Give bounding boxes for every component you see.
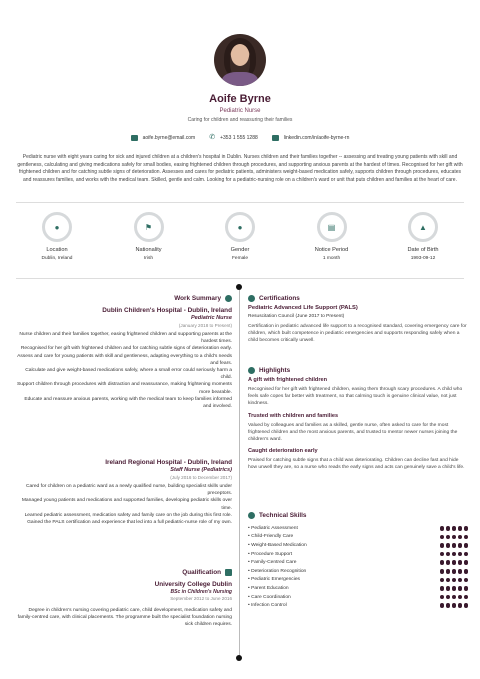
rating-dot — [452, 603, 457, 608]
rating-dot — [452, 552, 457, 557]
skill-name: • Family-Centred Care — [248, 560, 296, 565]
skills-list — [248, 524, 468, 610]
qualification-section — [16, 569, 232, 629]
rating-dot — [458, 603, 463, 608]
rating-dot — [464, 603, 469, 608]
rating-dot — [464, 535, 469, 540]
skill-row — [248, 576, 468, 585]
divider — [16, 202, 464, 203]
rating-dot — [452, 569, 457, 574]
job-role: Staff Nurse (Pediatrics) — [170, 467, 232, 473]
rating-dot — [452, 586, 457, 591]
skill-rating — [440, 560, 469, 565]
rating-dot — [458, 595, 463, 600]
location-icon: ● — [42, 212, 72, 242]
gender-icon: ● — [225, 212, 255, 242]
divider — [16, 278, 464, 279]
rating-dot — [452, 578, 457, 583]
rating-dot — [452, 535, 457, 540]
star-icon — [248, 367, 255, 374]
highlight-text: Recognised for her gift with frightened children, easing them through scary procedures. A child who feels safe copes far better with treatment, so that calming touch is genuine clinical value, not just kindness. — [248, 387, 463, 407]
skill-row — [248, 533, 468, 542]
skill-row — [248, 558, 468, 567]
highlights-title: Highlights — [248, 367, 468, 374]
skill-name: • Infection Control — [248, 603, 287, 608]
timeline-dot — [236, 284, 242, 290]
highlight-title: Caught deterioration early — [248, 448, 318, 455]
rating-dot — [446, 586, 451, 591]
rating-dot — [446, 526, 451, 531]
lightbulb-icon — [248, 512, 255, 519]
skill-name: • Care Coordination — [248, 595, 291, 600]
work-summary-section — [16, 295, 232, 410]
job-bullets: Cared for children on a pediatric ward as a newly qualified nurse, building specialist skills under preceptors. Managed young patients and medications and supported families, developing pediatric skills over time. Learned pediatric assessment, medication safety and family care on the job during this first role. Gained the PALS certification and experience that led into a full pediatric-nurse role of my own. — [21, 484, 232, 526]
mail-icon — [131, 135, 138, 141]
linkedin-icon — [272, 135, 279, 141]
rating-dot — [446, 578, 451, 583]
rating-dot — [446, 595, 451, 600]
work-summary-title: Work Summary — [16, 295, 232, 302]
rating-dot — [440, 560, 445, 565]
job-role: Pediatric Nurse — [190, 315, 232, 321]
rating-dot — [446, 535, 451, 540]
flag-icon: ⚑ — [134, 212, 164, 242]
personal-facts — [26, 212, 454, 261]
rating-dot — [440, 535, 445, 540]
rating-dot — [440, 603, 445, 608]
rating-dot — [464, 578, 469, 583]
certification-name: Pediatric Advanced Life Support (PALS) — [248, 305, 358, 311]
job-entry — [16, 459, 232, 526]
fact-nationality: ⚑ Nationality Irish — [118, 212, 180, 261]
certification-text: Certification in pediatric advanced life support to a recognised standard, covering emergency care for children, which built competence in pediatric emergencies and supports responding safely when a child becomes critically unwell. — [248, 324, 467, 344]
skill-name: • Parent Education — [248, 586, 289, 591]
certifications-title: Certifications — [248, 295, 468, 302]
timeline-dot — [236, 655, 242, 661]
skill-row — [248, 524, 468, 533]
check-icon — [225, 295, 232, 302]
skill-name: • Child-Friendly Care — [248, 534, 293, 539]
rating-dot — [440, 569, 445, 574]
rating-dot — [440, 578, 445, 583]
skill-row — [248, 567, 468, 576]
rating-dot — [458, 552, 463, 557]
rating-dot — [440, 595, 445, 600]
graduation-cap-icon — [225, 569, 232, 576]
skill-name: • Deterioration Recognition — [248, 569, 306, 574]
degree-name: BSc in Children's Nursing — [170, 589, 232, 595]
skill-rating — [440, 586, 469, 591]
qualification-title: Qualification — [16, 569, 232, 576]
highlights-section — [248, 367, 468, 472]
fact-gender: ● Gender Female — [209, 212, 271, 261]
rating-dot — [446, 552, 451, 557]
fact-notice-period: ▤ Notice Period 1 month — [301, 212, 363, 261]
skill-rating — [440, 543, 469, 548]
rating-dot — [458, 569, 463, 574]
candidate-role: Pediatric Nurse — [219, 108, 261, 114]
highlight-text: Praised for catching subtle signs that a child was deteriorating. Children can decline fast and hide how unwell they are, so a nurse who reads the early signs and acts can genuinely save a child's life. — [248, 458, 465, 471]
phone-icon: ✆ — [209, 134, 216, 141]
certifications-section — [248, 295, 468, 345]
rating-dot — [440, 552, 445, 557]
rating-dot — [464, 526, 469, 531]
fact-location: ● Location Dublin, Ireland — [26, 212, 88, 261]
technical-skills-title: Technical Skills — [248, 512, 468, 519]
rating-dot — [458, 586, 463, 591]
skill-row — [248, 584, 468, 593]
calendar-icon: ▤ — [317, 212, 347, 242]
rating-dot — [446, 603, 451, 608]
technical-skills-section — [248, 512, 468, 610]
job-employer: Ireland Regional Hospital - Dublin, Ireland — [105, 459, 232, 466]
rating-dot — [446, 569, 451, 574]
qualification-text: Degree in children's nursing covering pediatric care, child development, medication safety and family-centred care, with clinical placements. The programme built the specialist foundation nursing sick children requires. — [17, 608, 232, 628]
rating-dot — [440, 543, 445, 548]
skill-rating — [440, 552, 469, 557]
candidate-tagline: Caring for children and reassuring their families — [187, 117, 293, 123]
cake-icon: ▲ — [408, 212, 438, 242]
highlight-text: Valued by colleagues and families as a skilled, gentle nurse, often asked to care for the most frightened children and the most anxious parents, and trusted to mentor newer nurses joining the children's ward. — [248, 422, 458, 443]
contact-phone[interactable]: ✆ +353 1 555 1288 — [209, 134, 258, 141]
skill-name: • Procedure Support — [248, 552, 292, 557]
skill-rating — [440, 578, 469, 583]
skill-name: • Weight-Based Medication — [248, 543, 307, 548]
avatar — [214, 34, 266, 86]
skill-name: • Pediatric Emergencies — [248, 577, 300, 582]
skill-row — [248, 601, 468, 610]
contact-email[interactable]: aoife.byrne@email.com — [131, 135, 196, 141]
skill-row — [248, 541, 468, 550]
candidate-name: Aoife Byrne — [209, 93, 271, 105]
skill-rating — [440, 526, 469, 531]
rating-dot — [464, 595, 469, 600]
rating-dot — [440, 586, 445, 591]
qualification-dates: September 2012 to June 2016 — [170, 596, 232, 601]
rating-dot — [452, 543, 457, 548]
rating-dot — [464, 552, 469, 557]
job-bullets: Nurse children and their families together, easing frightened children and supporting parents at the hardest times. Recognised for her gift with frightened children and for catching subtle signs of deterioration early. Assess and care for young patients with skill and gentleness, adapting everything to a child's needs and fears. Calculate and give weight-based medications safely, where a small error could seriously harm a child. Support children through procedures with distraction and reassurance, making frightening moments more bearable. Educate and reassure anxious parents, working with the medical team to keep families informed and involved. — [16, 332, 232, 410]
rating-dot — [464, 543, 469, 548]
profile-summary: Pediatric nurse with eight years caring for sick and injured children at a children's hospital in Dublin. Nurses children and their families together -- assessing and treating young patients with skill and gentleness, calculating and giving medications safely for small bodies, easing frightened children through procedures, and supporting anxious parents at the hardest of times. Recognised for her gift with frightened children and for catching subtle signs of deterioration. Assesses and cares for pediatric patients, administers weight-based medication safely, supports children through procedures, educates and reassures families, and works with the medical team. Skilled, gentle and calm. Looking for a pediatric-nursing role on a children's ward or unit that puts children and families at the heart of care. — [17, 154, 463, 183]
job-employer: Dublin Children's Hospital - Dublin, Ireland — [102, 307, 232, 314]
rating-dot — [446, 543, 451, 548]
skill-row — [248, 550, 468, 559]
rating-dot — [452, 526, 457, 531]
skill-rating — [440, 603, 469, 608]
rating-dot — [458, 578, 463, 583]
job-dates: (July 2016 to December 2017) — [170, 475, 232, 480]
highlight-title: Trusted with children and families — [248, 412, 339, 419]
certification-org: Resuscitation Council (June 2017 to Present) — [248, 314, 345, 319]
school-name: University College Dublin — [154, 581, 232, 588]
gear-icon — [248, 295, 255, 302]
rating-dot — [458, 543, 463, 548]
rating-dot — [464, 560, 469, 565]
skill-row — [248, 593, 468, 602]
fact-date-of-birth: ▲ Date of Birth 1993-09-12 — [392, 212, 454, 261]
rating-dot — [464, 586, 469, 591]
rating-dot — [446, 560, 451, 565]
contact-linkedin[interactable]: linkedin.com/in/aoife-byrne-rn — [272, 135, 350, 141]
rating-dot — [458, 560, 463, 565]
rating-dot — [452, 560, 457, 565]
rating-dot — [458, 526, 463, 531]
job-dates: (January 2018 to Present) — [178, 323, 232, 328]
rating-dot — [464, 569, 469, 574]
skill-name: • Pediatric Assessment — [248, 526, 298, 531]
contact-bar — [0, 135, 480, 141]
skill-rating — [440, 595, 469, 600]
rating-dot — [452, 595, 457, 600]
highlight-title: A gift with frightened children — [248, 377, 328, 383]
skill-rating — [440, 535, 469, 540]
timeline-line — [239, 290, 240, 658]
rating-dot — [440, 526, 445, 531]
skill-rating — [440, 569, 469, 574]
rating-dot — [458, 535, 463, 540]
